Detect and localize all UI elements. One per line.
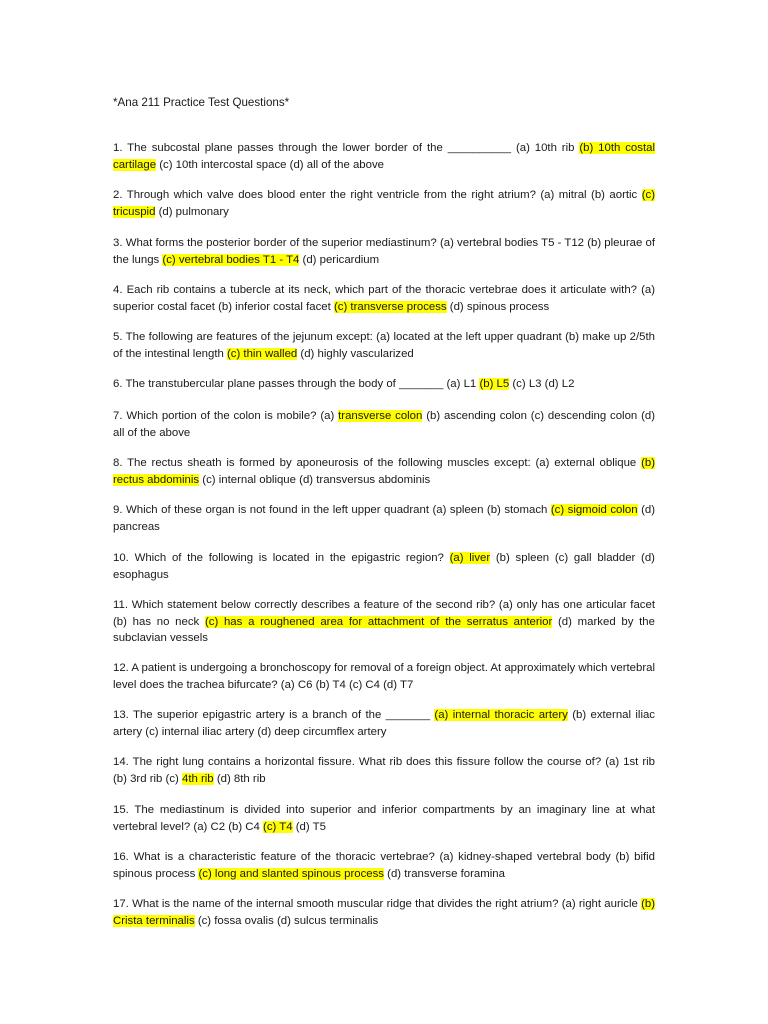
highlighted-answer: (c) sigmoid colon: [550, 504, 638, 516]
question-text: 7. Which portion of the colon is mobile? (a): [113, 410, 339, 422]
question-options: (d) pancreas: [113, 504, 655, 533]
question-options: (b) external iliac artery (c) internal iliac artery (d) deep circumflex artery: [113, 709, 656, 738]
highlighted-answer: (c) has a roughened area for attachment of the serratus anterior: [204, 615, 553, 628]
highlighted-answer: (a) internal thoracic artery: [434, 709, 568, 721]
question-text: 13. The superior epigastric artery is a branch of the _______: [113, 709, 435, 721]
question-text: 14. The right lung contains a horizontal fissure. What rib does this fissure follow the course of? (a) 1st rib (b) 3rd rib (c): [113, 756, 655, 785]
question-7: [113, 408, 655, 441]
document-title: *Ana 211 Practice Test Questions*: [113, 96, 290, 109]
question-8: [113, 455, 655, 488]
question-options: (c) fossa ovalis (d) sulcus terminalis: [194, 914, 379, 927]
highlighted-answer: (c) tricuspid: [113, 189, 655, 218]
question-15: [113, 802, 655, 835]
question-text: 12. A patient is undergoing a bronchoscopy for removal of a foreign object. At approximately which vertebral level does the trachea bifurcate? (a) C6 (b) T4 (c) C4 (d) T7: [113, 662, 655, 691]
question-options: (d) transverse foramina: [384, 867, 505, 880]
question-6: [113, 376, 655, 393]
question-options: (d) pericardium: [299, 253, 380, 266]
highlighted-answer: (c) transverse process: [333, 300, 447, 313]
question-13: [113, 707, 655, 740]
question-text: 8. The rectus sheath is formed by aponeurosis of the following muscles except: (a) external oblique: [113, 457, 642, 469]
question-14: [113, 754, 655, 787]
question-11: [113, 597, 655, 647]
question-options: (d) highly vascularized: [297, 347, 414, 360]
question-16: [113, 849, 655, 882]
question-3: [113, 235, 655, 268]
question-text: 4. Each rib contains a tubercle at its neck, which part of the thoracic vertebrae does it articulate with? (a) superior costal facet (b) inferior costal facet: [113, 284, 655, 313]
highlighted-answer: (c) vertebral bodies T1 - T4: [162, 253, 300, 266]
highlighted-answer: (b) rectus abdominis: [113, 457, 655, 486]
question-text: 1. The subcostal plane passes through the lower border of the __________ (a) 10th rib: [113, 142, 580, 154]
highlighted-answer: (b) L5: [479, 378, 510, 390]
highlighted-answer: transverse colon: [338, 410, 423, 422]
question-options: (d) 8th rib: [213, 772, 266, 785]
highlighted-answer: (b) Crista terminalis: [113, 898, 655, 927]
question-text: 2. Through which valve does blood enter the right ventricle from the right atrium? (a) mitral (b) aortic: [113, 189, 642, 201]
question-text: 5. The following are features of the jejunum except: (a) located at the left upper quadrant (b) make up 2/5th of the intestinal length: [113, 331, 655, 360]
question-text: 16. What is a characteristic feature of the thoracic vertebrae? (a) kidney-shaped vertebral body (b) bifid spinous process: [113, 851, 655, 880]
question-text: 17. What is the name of the internal smooth muscular ridge that divides the right atrium? (a) right auricle: [113, 898, 642, 910]
question-options: (d) T5: [292, 820, 326, 833]
question-options: (d) pulmonary: [155, 205, 229, 218]
question-1: [113, 140, 655, 173]
question-options: (d) spinous process: [446, 300, 550, 313]
highlighted-answer: (a) liver: [449, 552, 491, 564]
question-12: [113, 660, 655, 693]
question-4: [113, 282, 655, 315]
question-options: (b) spleen (c) gall bladder (d) esophagus: [113, 552, 655, 581]
question-options: (c) L3 (d) L2: [509, 378, 575, 390]
highlighted-answer: (c) long and slanted spinous process: [198, 867, 385, 880]
question-2: [113, 187, 655, 220]
question-options: (c) internal oblique (d) transversus abdominis: [199, 473, 431, 486]
question-options: (c) 10th intercostal space (d) all of the above: [156, 158, 384, 171]
question-text: 6. The transtubercular plane passes through the body of _______ (a) L1: [113, 378, 480, 390]
highlighted-answer: (c) T4: [263, 820, 293, 833]
question-text: 10. Which of the following is located in the epigastric region?: [113, 552, 450, 564]
question-options: (b) ascending colon (c) descending colon (d) all of the above: [113, 410, 655, 439]
question-text: 3. What forms the posterior border of the superior mediastinum? (a) vertebral bodies T5 - T12 (b) pleurae of the lungs: [113, 237, 655, 266]
question-options: (d) marked by the subclavian vessels: [113, 615, 655, 644]
question-text: 11. Which statement below correctly describes a feature of the second rib? (a) only has one articular facet (b) has no neck: [113, 599, 655, 628]
question-text: 15. The mediastinum is divided into superior and inferior compartments by an imaginary line at what vertebral level? (a) C2 (b) C4: [113, 804, 655, 833]
question-9: [113, 502, 655, 535]
highlighted-answer: 4th rib: [181, 772, 214, 785]
question-text: 9. Which of these organ is not found in the left upper quadrant (a) spleen (b) stomach: [113, 504, 551, 516]
question-17: [113, 896, 655, 929]
question-10: [113, 550, 655, 583]
question-5: [113, 329, 655, 362]
highlighted-answer: (b) 10th costal cartilage: [113, 142, 655, 171]
highlighted-answer: (c) thin walled: [226, 347, 298, 360]
